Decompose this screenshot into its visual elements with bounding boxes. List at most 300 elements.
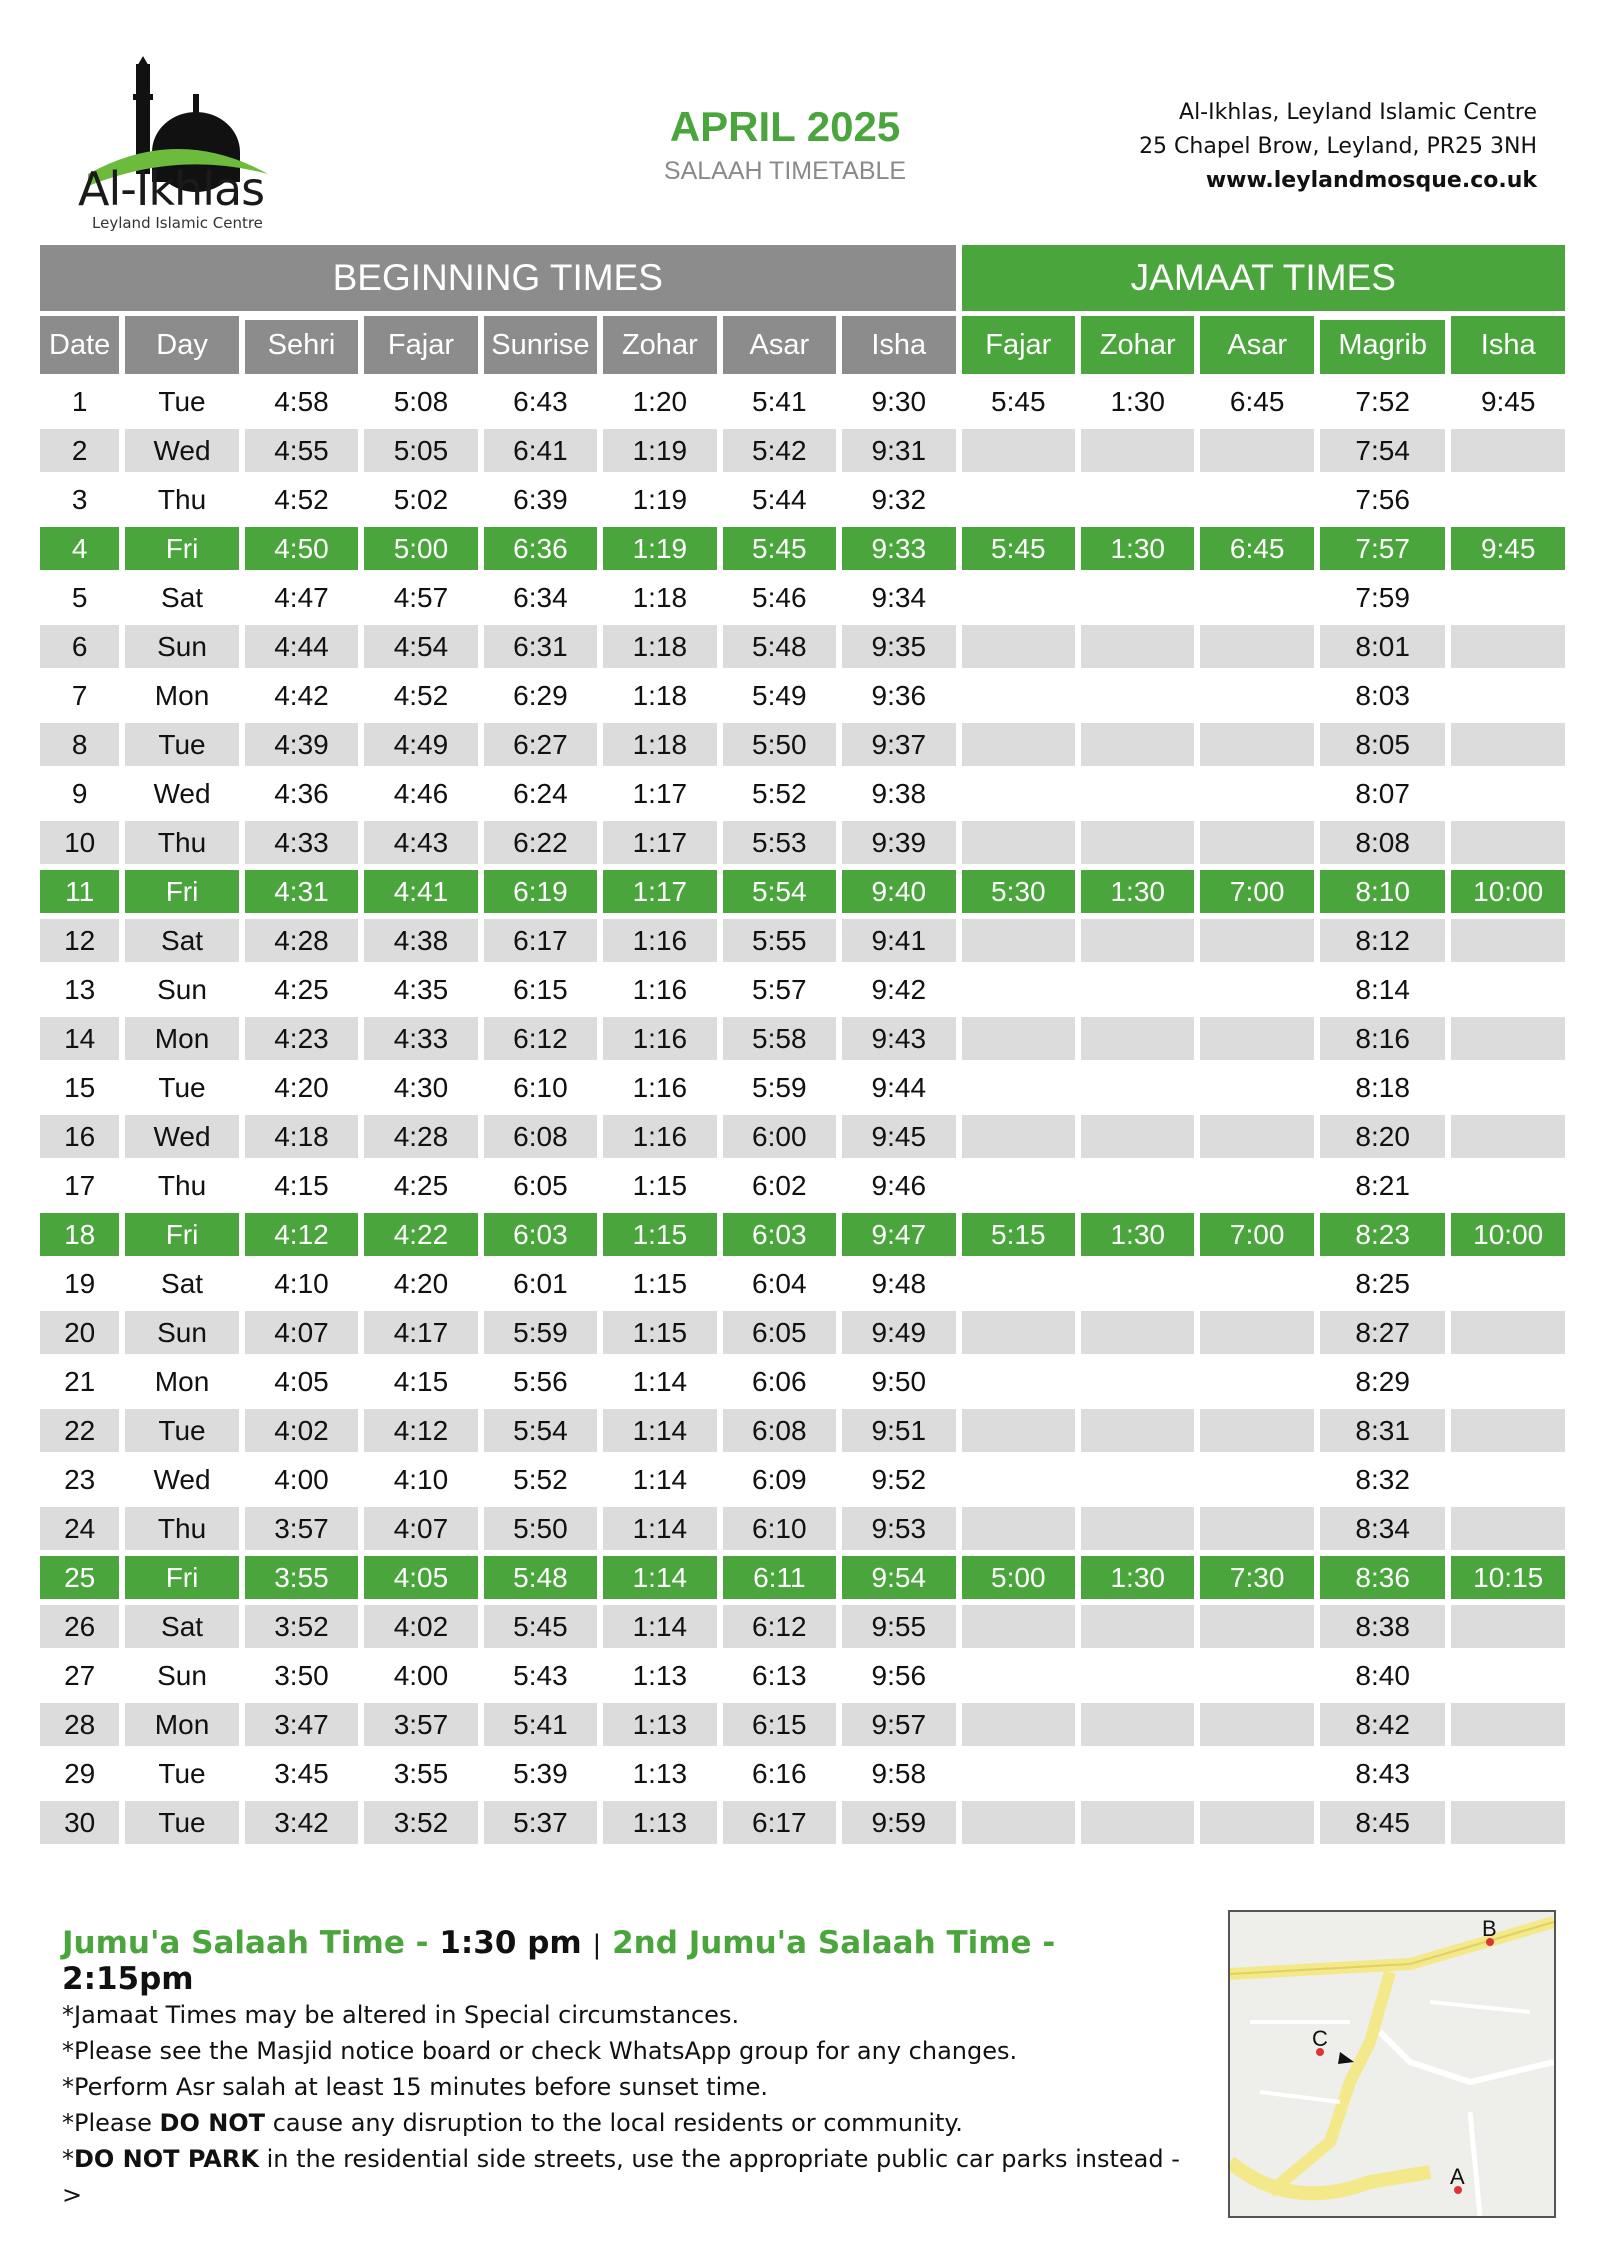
table-row — [40, 1011, 1565, 1060]
table-cell: 6:39 — [484, 472, 597, 521]
table-cell: Tue — [125, 1403, 238, 1452]
table-cell: 4:23 — [245, 1011, 358, 1060]
table-cell: 13 — [40, 962, 119, 1011]
table-cell: 1:18 — [603, 717, 716, 766]
table-cell: 3 — [40, 472, 119, 521]
table-cell — [962, 423, 1075, 472]
table-cell: Thu — [125, 1158, 238, 1207]
table-cell: 8:05 — [1320, 717, 1446, 766]
table-cell — [1451, 962, 1565, 1011]
table-cell: 7:52 — [1320, 374, 1446, 423]
table-cell: 5:48 — [484, 1550, 597, 1599]
table-cell — [962, 1109, 1075, 1158]
table-cell: 8:12 — [1320, 913, 1446, 962]
jumua2-time: 2:15pm — [62, 1961, 194, 1997]
note-1: *Jamaat Times may be altered in Special circumstances. — [62, 2001, 740, 2029]
table-row — [40, 570, 1565, 619]
table-cell: 4:25 — [364, 1158, 477, 1207]
table-cell: 4:54 — [364, 619, 477, 668]
table-cell: 3:47 — [245, 1697, 358, 1746]
table-cell: 5:45 — [484, 1599, 597, 1648]
table-cell: Tue — [125, 717, 238, 766]
table-cell — [1451, 913, 1565, 962]
table-cell: 8:16 — [1320, 1011, 1446, 1060]
table-cell: 18 — [40, 1207, 119, 1256]
table-cell: 5:45 — [962, 374, 1075, 423]
table-cell: 7:00 — [1200, 864, 1313, 913]
column-header-zohar: Zohar — [603, 311, 716, 374]
table-cell: 4:58 — [245, 374, 358, 423]
table-cell: 8:14 — [1320, 962, 1446, 1011]
table-cell — [962, 1060, 1075, 1109]
table-cell: Sun — [125, 962, 238, 1011]
table-cell: 5:30 — [962, 864, 1075, 913]
table-cell — [1451, 1305, 1565, 1354]
table-cell: 8:27 — [1320, 1305, 1446, 1354]
table-cell: 6:01 — [484, 1256, 597, 1305]
table-cell: 5:05 — [364, 423, 477, 472]
table-cell: 6:17 — [484, 913, 597, 962]
table-cell: 20 — [40, 1305, 119, 1354]
table-cell: 3:42 — [245, 1795, 358, 1844]
table-cell: 9:45 — [842, 1109, 956, 1158]
table-cell: Mon — [125, 1354, 238, 1403]
table-cell: 5:57 — [723, 962, 836, 1011]
map-label-c: C — [1312, 2026, 1328, 2051]
table-cell: 8:10 — [1320, 864, 1446, 913]
table-cell: 8:45 — [1320, 1795, 1446, 1844]
table-cell — [1200, 1060, 1313, 1109]
table-cell: 3:57 — [364, 1697, 477, 1746]
table-row — [40, 668, 1565, 717]
logo-name: Al-Ikhlas — [78, 162, 265, 216]
table-row — [40, 1697, 1565, 1746]
table-cell — [1451, 1403, 1565, 1452]
table-cell: 4:35 — [364, 962, 477, 1011]
table-cell: 9:34 — [842, 570, 956, 619]
table-cell: 1:30 — [1081, 1550, 1194, 1599]
table-cell: Wed — [125, 423, 238, 472]
table-cell: Sat — [125, 913, 238, 962]
table-cell — [1081, 1354, 1194, 1403]
table-cell — [1200, 1648, 1313, 1697]
table-cell: 1:16 — [603, 913, 716, 962]
table-cell — [1451, 1648, 1565, 1697]
table-cell: 4:12 — [364, 1403, 477, 1452]
table-row — [40, 1060, 1565, 1109]
map-image-icon — [1230, 1912, 1554, 2216]
table-cell: 4:12 — [245, 1207, 358, 1256]
table-cell: 1:30 — [1081, 1207, 1194, 1256]
location-map[interactable] — [1228, 1910, 1556, 2218]
table-row — [40, 1403, 1565, 1452]
table-cell: 4:10 — [245, 1256, 358, 1305]
table-cell: 7 — [40, 668, 119, 717]
table-cell: 6:43 — [484, 374, 597, 423]
table-row — [40, 1158, 1565, 1207]
table-cell — [1451, 472, 1565, 521]
table-cell: 5:55 — [723, 913, 836, 962]
table-cell: 9:35 — [842, 619, 956, 668]
address-line2: 25 Chapel Brow, Leyland, PR25 3NH — [1139, 134, 1537, 159]
table-cell — [1081, 472, 1194, 521]
table-cell: 6:05 — [723, 1305, 836, 1354]
table-cell: 3:57 — [245, 1501, 358, 1550]
table-cell: 8:38 — [1320, 1599, 1446, 1648]
table-cell — [1451, 1256, 1565, 1305]
table-cell: 4:36 — [245, 766, 358, 815]
table-cell: 4:28 — [245, 913, 358, 962]
table-cell: 9:30 — [842, 374, 956, 423]
table-cell — [1451, 766, 1565, 815]
table-cell: 8:07 — [1320, 766, 1446, 815]
table-cell: 6:06 — [723, 1354, 836, 1403]
table-row — [40, 962, 1565, 1011]
page-title: APRIL 2025 — [669, 103, 901, 150]
table-cell: 4:25 — [245, 962, 358, 1011]
table-row — [40, 1501, 1565, 1550]
note-5-post: in the residential side streets, use the appropriate public car parks instead -> — [62, 2145, 1180, 2209]
table-cell: 5:44 — [723, 472, 836, 521]
table-cell: Tue — [125, 1746, 238, 1795]
table-cell: 4:18 — [245, 1109, 358, 1158]
table-cell — [1451, 668, 1565, 717]
table-cell: 4:38 — [364, 913, 477, 962]
table-cell: Mon — [125, 668, 238, 717]
table-cell: 10 — [40, 815, 119, 864]
table-cell — [1451, 1795, 1565, 1844]
table-cell — [962, 1452, 1075, 1501]
table-cell — [962, 766, 1075, 815]
table-cell: 1:19 — [603, 521, 716, 570]
table-cell: 1:14 — [603, 1550, 716, 1599]
table-cell: 6:34 — [484, 570, 597, 619]
table-cell: 4:05 — [245, 1354, 358, 1403]
table-cell: Tue — [125, 374, 238, 423]
table-cell: 5 — [40, 570, 119, 619]
table-cell: 9:50 — [842, 1354, 956, 1403]
table-cell: 4:00 — [364, 1648, 477, 1697]
table-cell — [962, 1011, 1075, 1060]
table-cell: Mon — [125, 1011, 238, 1060]
table-cell: 4:20 — [364, 1256, 477, 1305]
table-cell — [962, 913, 1075, 962]
table-cell: 4 — [40, 521, 119, 570]
table-cell: 8:25 — [1320, 1256, 1446, 1305]
table-cell: 1:19 — [603, 472, 716, 521]
table-cell — [962, 717, 1075, 766]
table-row — [40, 1452, 1565, 1501]
table-cell — [1451, 1599, 1565, 1648]
table-cell: 1:19 — [603, 423, 716, 472]
jumua-separator: | — [592, 1930, 602, 1960]
table-cell: 8:03 — [1320, 668, 1446, 717]
table-cell: 6:13 — [723, 1648, 836, 1697]
table-cell: 1:17 — [603, 766, 716, 815]
column-header-zohar-jamaat: Zohar — [1081, 311, 1194, 374]
table-row — [40, 521, 1565, 570]
timetable — [34, 245, 1571, 1844]
table-cell: 8:21 — [1320, 1158, 1446, 1207]
website-link[interactable]: www.leylandmosque.co.uk — [1205, 168, 1537, 193]
table-cell: 5:48 — [723, 619, 836, 668]
table-cell: 5:54 — [723, 864, 836, 913]
table-cell — [1081, 1746, 1194, 1795]
table-cell — [962, 668, 1075, 717]
table-cell: 1 — [40, 374, 119, 423]
table-cell: 1:17 — [603, 815, 716, 864]
table-cell: 1:14 — [603, 1403, 716, 1452]
table-cell: 8:20 — [1320, 1109, 1446, 1158]
table-cell: 3:52 — [364, 1795, 477, 1844]
table-cell: 7:57 — [1320, 521, 1446, 570]
table-cell — [1200, 1452, 1313, 1501]
table-row — [40, 864, 1565, 913]
table-cell: 9:56 — [842, 1648, 956, 1697]
table-cell: Sun — [125, 1648, 238, 1697]
group-beginning-times: BEGINNING TIMES — [40, 245, 956, 311]
table-cell — [1200, 472, 1313, 521]
table-cell: 9:40 — [842, 864, 956, 913]
table-cell: 6:03 — [723, 1207, 836, 1256]
table-cell — [1081, 1403, 1194, 1452]
table-row — [40, 1305, 1565, 1354]
table-cell: 10:15 — [1451, 1550, 1565, 1599]
table-cell: 8:32 — [1320, 1452, 1446, 1501]
table-cell: 9:47 — [842, 1207, 956, 1256]
table-cell: 8:18 — [1320, 1060, 1446, 1109]
table-row — [40, 374, 1565, 423]
table-cell — [1081, 1060, 1194, 1109]
column-header-isha-jamaat: Isha — [1451, 311, 1565, 374]
table-cell: Sun — [125, 1305, 238, 1354]
address-line1: Al-Ikhlas, Leyland Islamic Centre — [1179, 100, 1537, 125]
table-cell: 11 — [40, 864, 119, 913]
table-cell: 9:44 — [842, 1060, 956, 1109]
table-cell: 6:10 — [484, 1060, 597, 1109]
table-cell: 5:39 — [484, 1746, 597, 1795]
table-cell: 8:36 — [1320, 1550, 1446, 1599]
table-cell: 1:13 — [603, 1697, 716, 1746]
table-cell — [1200, 1599, 1313, 1648]
table-cell — [1081, 815, 1194, 864]
table-cell: 6:05 — [484, 1158, 597, 1207]
table-cell: 2 — [40, 423, 119, 472]
table-cell: 4:46 — [364, 766, 477, 815]
table-cell: 6:29 — [484, 668, 597, 717]
table-row — [40, 472, 1565, 521]
table-cell: 5:59 — [484, 1305, 597, 1354]
table-cell: Mon — [125, 1697, 238, 1746]
table-row — [40, 1550, 1565, 1599]
table-cell — [1081, 766, 1194, 815]
table-cell — [1081, 1795, 1194, 1844]
table-cell: 22 — [40, 1403, 119, 1452]
table-cell: 4:33 — [245, 815, 358, 864]
table-cell — [962, 1648, 1075, 1697]
table-cell: 4:49 — [364, 717, 477, 766]
table-cell — [1451, 1501, 1565, 1550]
table-cell: 1:18 — [603, 668, 716, 717]
table-cell — [1451, 815, 1565, 864]
table-cell: Thu — [125, 472, 238, 521]
table-cell: 21 — [40, 1354, 119, 1403]
table-cell — [1081, 1452, 1194, 1501]
table-cell: 9:41 — [842, 913, 956, 962]
table-cell: Tue — [125, 1060, 238, 1109]
table-cell — [1451, 1060, 1565, 1109]
table-cell: 6:45 — [1200, 521, 1313, 570]
table-cell: 5:37 — [484, 1795, 597, 1844]
table-cell: 8 — [40, 717, 119, 766]
table-cell: 4:47 — [245, 570, 358, 619]
table-cell — [1200, 717, 1313, 766]
table-cell — [1200, 815, 1313, 864]
table-cell: 4:55 — [245, 423, 358, 472]
table-cell: 9:43 — [842, 1011, 956, 1060]
table-cell — [1451, 619, 1565, 668]
table-cell: 4:15 — [364, 1354, 477, 1403]
table-cell: 5:45 — [723, 521, 836, 570]
table-cell: 1:13 — [603, 1795, 716, 1844]
table-cell: 9:38 — [842, 766, 956, 815]
note-5-bold: DO NOT PARK — [74, 2145, 259, 2173]
table-cell — [1081, 1697, 1194, 1746]
column-header-sehri: Sehri — [245, 311, 358, 374]
table-row — [40, 913, 1565, 962]
table-cell: 5:59 — [723, 1060, 836, 1109]
table-cell — [1081, 423, 1194, 472]
table-cell: Tue — [125, 1795, 238, 1844]
table-cell: 8:40 — [1320, 1648, 1446, 1697]
table-cell — [1081, 1501, 1194, 1550]
table-cell: 3:50 — [245, 1648, 358, 1697]
table-cell: 4:20 — [245, 1060, 358, 1109]
table-cell — [1081, 1305, 1194, 1354]
table-cell: 9:54 — [842, 1550, 956, 1599]
table-cell — [1200, 668, 1313, 717]
column-header-fajar-jamaat: Fajar — [962, 311, 1075, 374]
table-cell: 1:18 — [603, 570, 716, 619]
table-cell: 7:54 — [1320, 423, 1446, 472]
table-cell: 27 — [40, 1648, 119, 1697]
table-cell: 5:53 — [723, 815, 836, 864]
table-cell — [1451, 423, 1565, 472]
note-3: *Perform Asr salah at least 15 minutes before sunset time. — [62, 2073, 769, 2101]
table-cell: 1:20 — [603, 374, 716, 423]
table-cell: 6:02 — [723, 1158, 836, 1207]
table-cell: 8:08 — [1320, 815, 1446, 864]
table-cell — [1081, 1256, 1194, 1305]
table-cell: 8:23 — [1320, 1207, 1446, 1256]
table-cell: 9:39 — [842, 815, 956, 864]
table-cell — [1200, 962, 1313, 1011]
table-cell: 5:54 — [484, 1403, 597, 1452]
table-cell: 1:16 — [603, 1060, 716, 1109]
table-row — [40, 717, 1565, 766]
table-cell: 9:45 — [1451, 521, 1565, 570]
table-cell — [1200, 1011, 1313, 1060]
table-cell: 9:32 — [842, 472, 956, 521]
table-cell — [1451, 1354, 1565, 1403]
table-cell: 12 — [40, 913, 119, 962]
table-cell: 6:15 — [484, 962, 597, 1011]
table-cell: 4:52 — [364, 668, 477, 717]
table-cell — [962, 1305, 1075, 1354]
table-cell: 6:22 — [484, 815, 597, 864]
table-cell: 4:22 — [364, 1207, 477, 1256]
table-cell — [1200, 1501, 1313, 1550]
table-cell — [1200, 619, 1313, 668]
table-cell: 9 — [40, 766, 119, 815]
table-cell: 9:48 — [842, 1256, 956, 1305]
table-cell — [1200, 766, 1313, 815]
table-cell — [1451, 1746, 1565, 1795]
table-cell: 6 — [40, 619, 119, 668]
table-cell: 7:30 — [1200, 1550, 1313, 1599]
table-cell: 4:44 — [245, 619, 358, 668]
table-cell: 1:18 — [603, 619, 716, 668]
table-cell: 1:30 — [1081, 864, 1194, 913]
table-cell: Fri — [125, 1550, 238, 1599]
table-cell: 3:55 — [245, 1550, 358, 1599]
table-cell — [1200, 1354, 1313, 1403]
table-cell: 7:00 — [1200, 1207, 1313, 1256]
table-cell — [962, 1501, 1075, 1550]
table-cell: 5:41 — [484, 1697, 597, 1746]
table-cell: 9:55 — [842, 1599, 956, 1648]
table-cell: 5:00 — [364, 521, 477, 570]
table-cell: 26 — [40, 1599, 119, 1648]
table-cell: Sat — [125, 1256, 238, 1305]
table-cell: 9:58 — [842, 1746, 956, 1795]
column-header-magrib-jamaat: Magrib — [1320, 311, 1446, 374]
map-label-a: A — [1450, 2164, 1465, 2189]
note-5 — [62, 2141, 1192, 2213]
table-cell — [962, 1354, 1075, 1403]
table-cell — [1200, 1697, 1313, 1746]
table-cell — [1081, 1599, 1194, 1648]
table-cell: Sat — [125, 570, 238, 619]
table-cell: 4:31 — [245, 864, 358, 913]
table-row — [40, 619, 1565, 668]
table-cell — [1451, 570, 1565, 619]
table-cell — [962, 1256, 1075, 1305]
table-cell — [962, 962, 1075, 1011]
table-cell: 8:42 — [1320, 1697, 1446, 1746]
table-cell: 6:00 — [723, 1109, 836, 1158]
table-cell: 4:43 — [364, 815, 477, 864]
table-cell: 4:52 — [245, 472, 358, 521]
table-cell: 6:16 — [723, 1746, 836, 1795]
table-cell: 5:02 — [364, 472, 477, 521]
table-cell — [1081, 570, 1194, 619]
table-cell: 8:01 — [1320, 619, 1446, 668]
table-cell — [1200, 913, 1313, 962]
note-5-pre: * — [62, 2145, 74, 2173]
table-cell: 6:45 — [1200, 374, 1313, 423]
table-cell: 1:13 — [603, 1746, 716, 1795]
table-cell: 3:45 — [245, 1746, 358, 1795]
table-cell: Wed — [125, 1452, 238, 1501]
table-cell: Sun — [125, 619, 238, 668]
table-cell: 1:15 — [603, 1256, 716, 1305]
table-cell: 14 — [40, 1011, 119, 1060]
jumua-label: Jumu'a Salaah Time - — [62, 1925, 429, 1961]
table-cell: 9:46 — [842, 1158, 956, 1207]
table-cell: 6:36 — [484, 521, 597, 570]
table-cell — [1081, 913, 1194, 962]
